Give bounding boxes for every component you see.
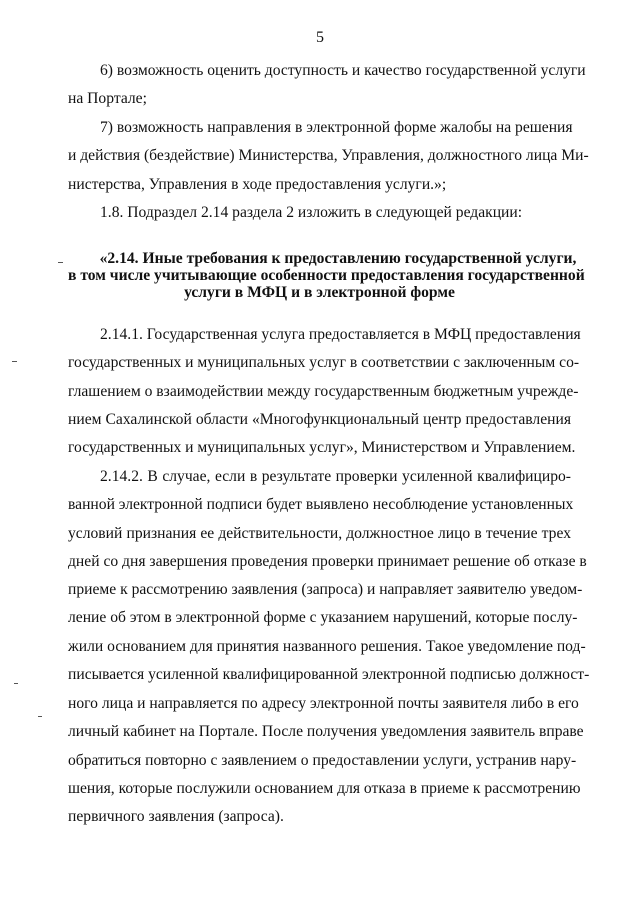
text-line: приеме к рассмотрению заявления (запроса) и направляет заявителю уведом- [68,581,583,598]
text-line: государственных и муниципальных услуг», Министерством и Управлением. [68,439,576,456]
section-heading-line: в том числе учитывающие особенности предоставления государственной [68,267,585,284]
text-line: 6) возможность оценить доступность и качество государственной услуги [100,62,586,79]
scan-artifact [14,683,18,684]
text-line: и действия (бездействие) Министерства, Управления, должностного лица Ми- [68,147,589,164]
text-line: обратиться повторно с заявлением о предоставлении услуги, устранив нару- [68,752,577,769]
text-line: глашением о взаимодействии между государственным бюджетным учрежде- [68,383,579,400]
text-line: ление об этом в электронной форме с указанием нарушений, которые послу- [68,609,578,626]
text-line: 7) возможность направления в электронной форме жалобы на решения [100,119,573,136]
text-line: ного лица и направляется по адресу электронной почты заявителя либо в его [68,695,579,712]
text-line: писывается усиленной квалифицированной электронной подписью должност- [68,666,590,683]
text-line: 2.14.1. Государственная услуга предоставляется в МФЦ предоставления [100,326,581,343]
text-line: жили основанием для принятия названного решения. Такое уведомление под- [68,638,586,655]
text-line: личный кабинет на Портале. После получения уведомления заявитель вправе [68,723,584,740]
scan-artifact [38,716,42,717]
page-number: 5 [316,29,324,46]
text-line: нием Сахалинской области «Многофункциональный центр предоставления [68,411,571,428]
text-line: нистерства, Управления в ходе предоставления услуги.»; [68,176,447,193]
text-line: шения, которые послужили основанием для отказа в приеме к рассмотрению [68,780,581,797]
section-heading-line: услуги в МФЦ и в электронной форме [184,284,455,301]
text-line: ванной электронной подписи будет выявлено несоблюдение установленных [68,496,574,513]
scan-artifact [12,361,17,362]
section-heading-line: «2.14. Иные требования к предоставлению государственной услуги, [99,250,577,267]
scan-artifact [58,262,63,263]
text-line: первичного заявления (запроса). [68,808,284,825]
text-line: 1.8. Подраздел 2.14 раздела 2 изложить в следующей редакции: [100,204,523,221]
text-line: 2.14.2. В случае, если в результате проверки усиленной квалифициро- [100,468,571,485]
text-line: условий признания ее действительности, должностное лицо в течение трех [68,525,571,542]
text-line: дней со дня завершения проведения проверки принимает решение об отказе в [68,553,587,570]
text-line: государственных и муниципальных услуг в соответствии с заключенным со- [68,354,580,371]
text-line: на Портале; [68,90,147,107]
